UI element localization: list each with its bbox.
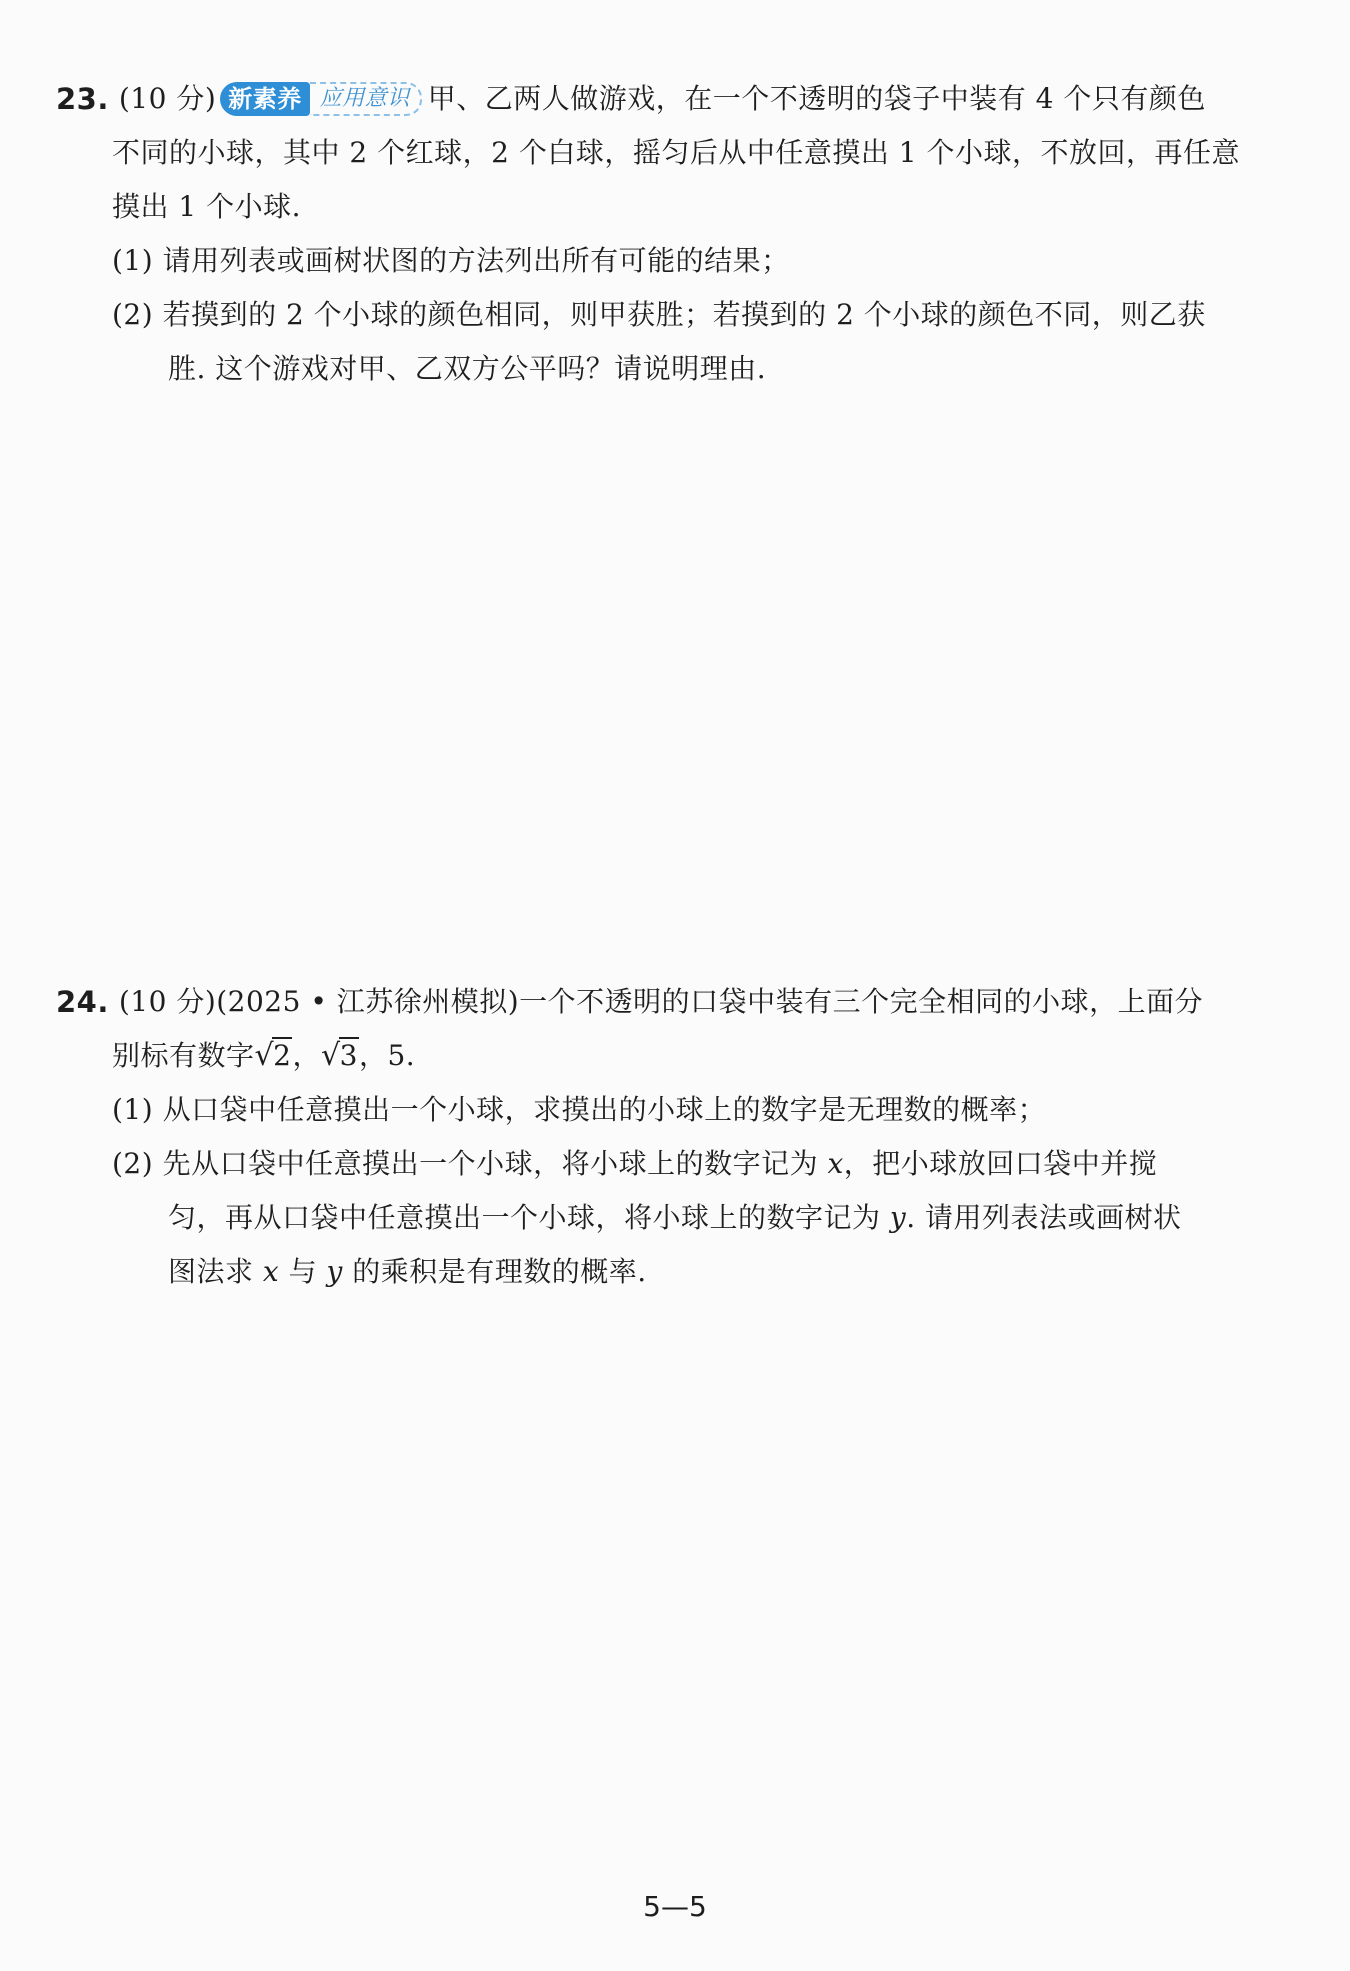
sub-question-2-cont: [56, 1191, 1296, 1245]
badge-sub-label: 应用意识: [310, 82, 422, 116]
sqrt-2: √2: [254, 1038, 292, 1073]
problem-text: 的乘积是有理数的概率.: [342, 1255, 647, 1288]
variable-y: y: [889, 1201, 907, 1234]
problem-text: . 请用列表法或画树状: [906, 1201, 1182, 1234]
problem-24-line-2: [56, 1029, 1296, 1083]
sub-question-2-cont: [56, 1245, 1296, 1299]
problem-score: (10 分): [118, 82, 217, 115]
sqrt-2-radicand: 2: [273, 1039, 292, 1072]
sub-question-2-cont: 胜. 这个游戏对甲、乙双方公平吗？请说明理由.: [168, 352, 767, 385]
problem-text: ，把小球放回口袋中并搅: [843, 1147, 1158, 1180]
sqrt-3: √3: [320, 1038, 358, 1073]
variable-x: x: [262, 1255, 280, 1288]
problem-23: [56, 72, 1296, 396]
problem-text: 匀，再从口袋中任意摸出一个小球，将小球上的数字记为: [168, 1201, 890, 1234]
problem-24: [56, 975, 1296, 1299]
sub-question-1: (1) 请用列表或画树状图的方法列出所有可能的结果；: [112, 244, 790, 277]
problem-text: 甲、乙两人做游戏，在一个不透明的袋子中装有 4 个只有颜色: [427, 82, 1206, 115]
problem-text: (10 分)(2025 • 江苏徐州模拟)一个不透明的口袋中装有三个完全相同的小球，上面分: [118, 985, 1204, 1018]
problem-text: 摸出 1 个小球.: [112, 190, 302, 223]
problem-text: 图法求: [168, 1255, 263, 1288]
variable-y: y: [326, 1255, 343, 1288]
problem-text: 不同的小球，其中 2 个红球，2 个白球，摇匀后从中任意摸出 1 个小球，不放回，再任意: [112, 136, 1240, 169]
page-number: 5—5: [643, 1890, 707, 1923]
competency-badge: [220, 81, 422, 117]
problem-text: 别标有数字: [112, 1039, 255, 1072]
sub-question-2: (2) 若摸到的 2 个小球的颜色相同，则甲获胜；若摸到的 2 个小球的颜色不同，则乙获: [112, 298, 1206, 331]
problem-text: (2) 先从口袋中任意摸出一个小球，将小球上的数字记为: [112, 1147, 828, 1180]
sqrt-3-radicand: 3: [339, 1039, 358, 1072]
variable-x: x: [827, 1147, 844, 1180]
problem-text: 与: [279, 1255, 327, 1288]
problem-number: 24.: [56, 985, 109, 1019]
sub-question-2: [56, 1137, 1296, 1191]
badge-main-label: 新素养: [220, 82, 310, 116]
problem-text: ，5.: [358, 1039, 416, 1072]
sub-question-1: (1) 从口袋中任意摸出一个小球，求摸出的小球上的数字是无理数的概率；: [112, 1093, 1047, 1126]
separator: ，: [292, 1039, 321, 1072]
problem-number: 23.: [56, 82, 109, 116]
problem-23-line-1: [56, 72, 1296, 126]
problem-24-line-1: [56, 975, 1296, 1029]
